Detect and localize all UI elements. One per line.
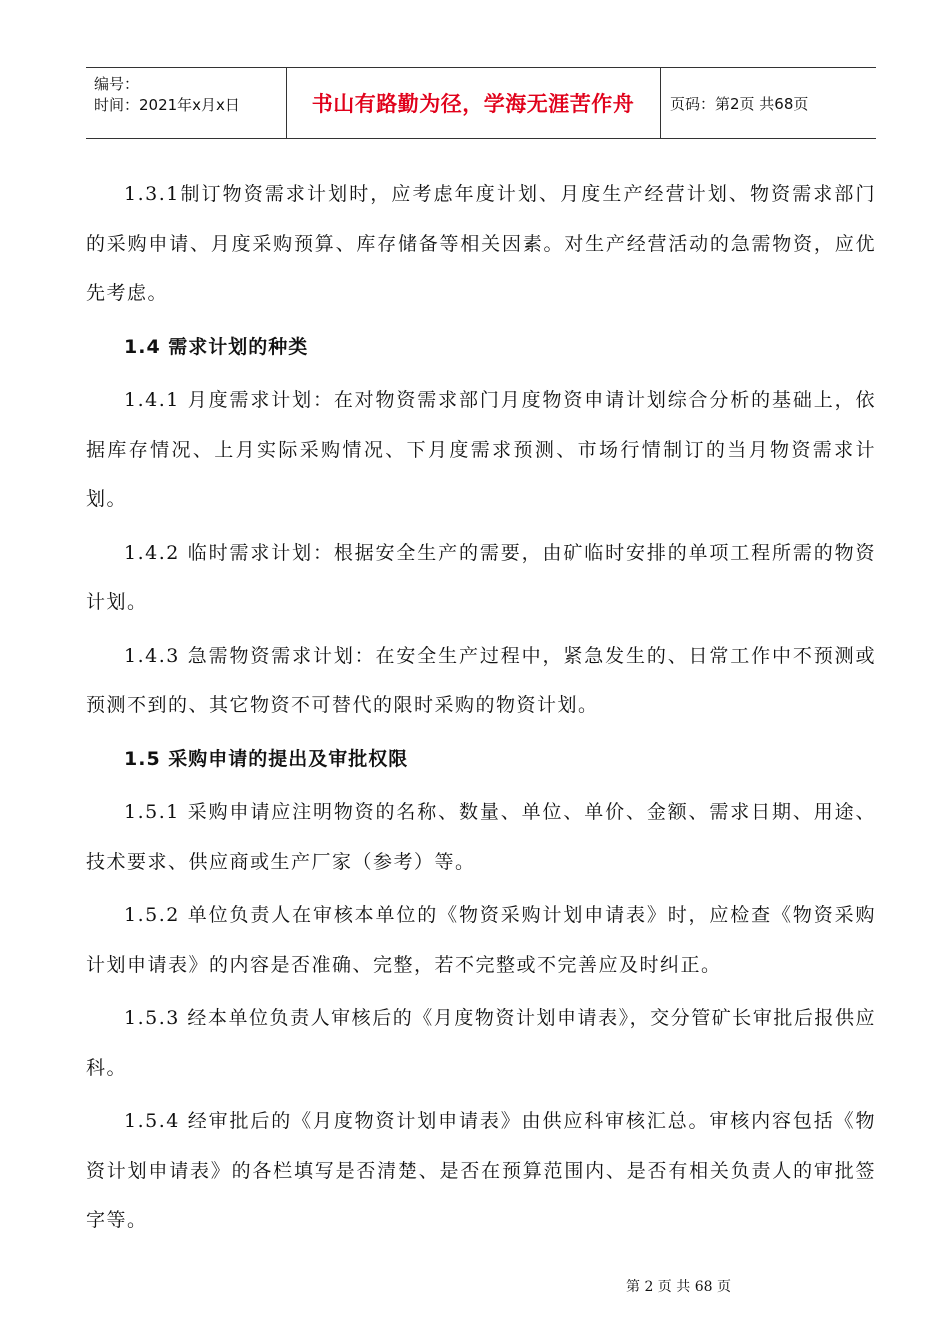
body-paragraph: 1.5.3 经本单位负责人审核后的《月度物资计划申请表》，交分管矿长审批后报供应科。 — [86, 1007, 876, 1079]
header-page-info: 页码：第2页 共68页 — [670, 94, 809, 113]
document-number-label: 编号： — [94, 75, 140, 93]
header-page-cell — [660, 68, 876, 138]
header-motto: 书山有路勤为径，学海无涯苦作舟 — [311, 92, 635, 116]
body-paragraph: 1.4.1 月度需求计划：在对物资需求部门月度物资申请计划综合分析的基础上，依据库存情况、上月实际采购情况、下月度需求预测、市场行情制订的当月物资需求计划。 — [86, 389, 876, 510]
footer-page-number: 第 2 页 共 68 页 — [626, 1279, 731, 1295]
body-paragraph: 1.5.1 采购申请应注明物资的名称、数量、单位、单价、金额、需求日期、用途、技术要求、供应商或生产厂家（参考）等。 — [86, 801, 876, 873]
body-paragraph: 1.4.2 临时需求计划：根据安全生产的需要，由矿临时安排的单项工程所需的物资计划。 — [86, 541, 876, 613]
header-meta-cell — [86, 68, 287, 138]
section-heading: 1.4 需求计划的种类 — [124, 335, 309, 358]
section-heading: 1.5 采购申请的提出及审批权限 — [124, 747, 409, 770]
body-paragraph: 1.5.4 经审批后的《月度物资计划申请表》由供应科审核汇总。审核内容包括《物资计划申请表》的各栏填写是否清楚、是否在预算范围内、是否有相关负责人的审批签字等。 — [86, 1110, 876, 1231]
header-motto-cell — [286, 68, 661, 138]
body-paragraph: 1.3.1制订物资需求计划时，应考虑年度计划、月度生产经营计划、物资需求部门的采购申请、月度采购预算、库存储备等相关因素。对生产经营活动的急需物资，应优先考虑。 — [86, 183, 876, 304]
document-time-label: 时间：2021年x月x日 — [94, 96, 240, 114]
body-paragraph: 1.4.3 急需物资需求计划：在安全生产过程中，紧急发生的、日常工作中不预测或预测不到的、其它物资不可替代的限时采购的物资计划。 — [86, 644, 876, 716]
page-header — [86, 67, 876, 139]
body-paragraph: 1.5.2 单位负责人在审核本单位的《物资采购计划申请表》时，应检查《物资采购计划申请表》的内容是否准确、完整，若不完整或不完善应及时纠正。 — [86, 904, 876, 976]
document-body — [86, 170, 876, 1250]
